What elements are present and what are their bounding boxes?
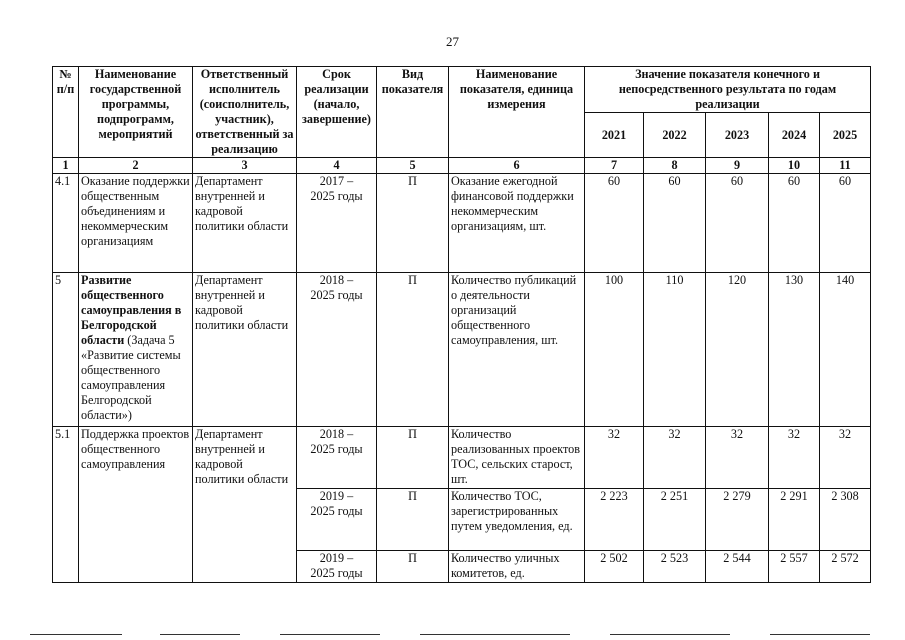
row-name: Поддержка проектов общественного самоуправления xyxy=(79,427,193,583)
column-number: 4 xyxy=(297,158,377,174)
column-number: 9 xyxy=(706,158,769,174)
column-number: 5 xyxy=(377,158,449,174)
header-kind: Вид показателя xyxy=(377,67,449,158)
row-value: 32 xyxy=(585,427,644,489)
row-value: 100 xyxy=(585,273,644,427)
row-value: 2 544 xyxy=(706,551,769,583)
row-period: 2017 – 2025 годы xyxy=(297,174,377,273)
row-name xyxy=(79,273,193,427)
header-year: 2025 xyxy=(820,113,871,158)
column-number: 11 xyxy=(820,158,871,174)
header-year: 2022 xyxy=(644,113,706,158)
row-value: 130 xyxy=(769,273,820,427)
row-value: 140 xyxy=(820,273,871,427)
row-num: 5 xyxy=(53,273,79,427)
row-value: 2 572 xyxy=(820,551,871,583)
row-value: 32 xyxy=(820,427,871,489)
header-num: № п/п xyxy=(53,67,79,158)
header-name: Наименование государственной программы, подпрограмм, мероприятий xyxy=(79,67,193,158)
row-period: 2018 – 2025 годы xyxy=(297,273,377,427)
row-period: 2019 – 2025 годы xyxy=(297,551,377,583)
indicators-table xyxy=(52,66,871,583)
row-value: 2 557 xyxy=(769,551,820,583)
scan-line xyxy=(610,634,730,635)
page-number: 27 xyxy=(446,34,459,49)
column-numbers-row xyxy=(53,158,871,174)
row-value: 2 291 xyxy=(769,489,820,551)
column-number: 10 xyxy=(769,158,820,174)
row-value: 120 xyxy=(706,273,769,427)
row-value: 60 xyxy=(706,174,769,273)
row-responsible: Департамент внутренней и кадровой политики области xyxy=(193,174,297,273)
header-period: Срок реализации (начало, завершение) xyxy=(297,67,377,158)
column-number: 7 xyxy=(585,158,644,174)
row-value: 60 xyxy=(820,174,871,273)
row-kind: П xyxy=(377,551,449,583)
row-period: 2019 – 2025 годы xyxy=(297,489,377,551)
header-row xyxy=(53,67,871,113)
column-number: 6 xyxy=(449,158,585,174)
row-value: 32 xyxy=(706,427,769,489)
row-value: 60 xyxy=(585,174,644,273)
header-year: 2023 xyxy=(706,113,769,158)
scan-line xyxy=(30,634,122,635)
scan-line xyxy=(420,634,570,635)
row-kind: П xyxy=(377,174,449,273)
row-kind: П xyxy=(377,427,449,489)
row-value: 32 xyxy=(644,427,706,489)
row-value: 110 xyxy=(644,273,706,427)
header-responsible: Ответственный исполнитель (соисполнитель, участник), ответственный за реализацию xyxy=(193,67,297,158)
table-row xyxy=(53,174,871,273)
row-name-rest: (Задача 5 «Развитие системы общественного самоуправления Белгородской области») xyxy=(81,333,181,422)
row-period: 2018 – 2025 годы xyxy=(297,427,377,489)
row-indicator: Количество публикаций о деятельности организаций общественного самоуправления, шт. xyxy=(449,273,585,427)
row-value: 2 523 xyxy=(644,551,706,583)
header-indicator: Наименование показателя, единица измерения xyxy=(449,67,585,158)
row-indicator: Количество реализованных проектов ТОС, сельских старост, шт. xyxy=(449,427,585,489)
column-number: 3 xyxy=(193,158,297,174)
row-kind: П xyxy=(377,489,449,551)
scan-line xyxy=(280,634,380,635)
column-number: 2 xyxy=(79,158,193,174)
scan-line xyxy=(770,634,870,635)
row-kind: П xyxy=(377,273,449,427)
row-responsible: Департамент внутренней и кадровой политики области xyxy=(193,273,297,427)
row-name-bold: Развитие общественного самоуправления в Белгородской области xyxy=(81,273,182,347)
row-num: 4.1 xyxy=(53,174,79,273)
header-values-group: Значение показателя конечного и непосредственного результата по годам реализации xyxy=(585,67,871,113)
row-indicator: Количество уличных комитетов, ед. xyxy=(449,551,585,583)
row-value: 2 279 xyxy=(706,489,769,551)
header-year: 2024 xyxy=(769,113,820,158)
table-row xyxy=(53,273,871,427)
row-value: 2 223 xyxy=(585,489,644,551)
column-number: 1 xyxy=(53,158,79,174)
scan-line xyxy=(160,634,240,635)
row-value: 2 308 xyxy=(820,489,871,551)
row-value: 60 xyxy=(769,174,820,273)
row-num: 5.1 xyxy=(53,427,79,583)
row-name: Оказание поддержки общественным объединениям и некоммерческим организациям xyxy=(79,174,193,273)
row-indicator: Оказание ежегодной финансовой поддержки некоммерческим организациям, шт. xyxy=(449,174,585,273)
row-responsible: Департамент внутренней и кадровой политики области xyxy=(193,427,297,583)
column-number: 8 xyxy=(644,158,706,174)
header-year: 2021 xyxy=(585,113,644,158)
row-value: 60 xyxy=(644,174,706,273)
row-value: 2 251 xyxy=(644,489,706,551)
table-row xyxy=(53,427,871,489)
row-indicator: Количество ТОС, зарегистрированных путем уведомления, ед. xyxy=(449,489,585,551)
row-value: 32 xyxy=(769,427,820,489)
row-value: 2 502 xyxy=(585,551,644,583)
